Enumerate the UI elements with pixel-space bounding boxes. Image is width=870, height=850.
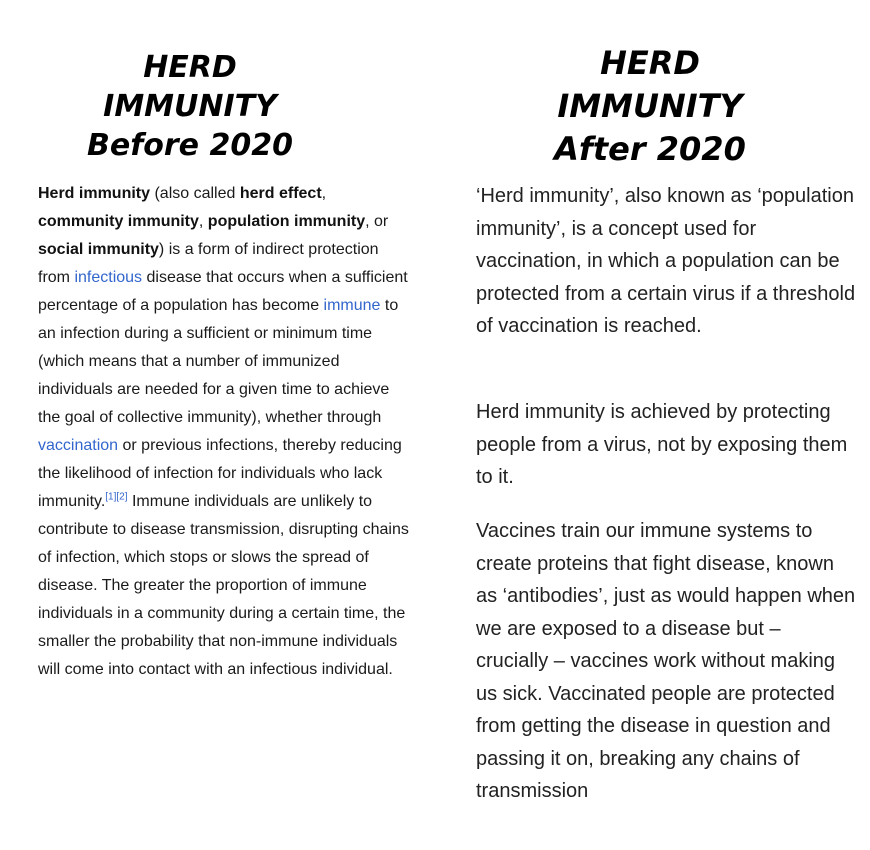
text-segment: or previous infections, thereby reducing the likelihood of infection for individuals who lack immunity.	[38, 437, 402, 510]
link-vaccination[interactable]: vaccination	[38, 437, 119, 454]
heading-line: After 2020	[554, 130, 746, 168]
heading-line: HERD	[600, 44, 700, 82]
text-segment: ,	[321, 185, 327, 202]
term-social-immunity: social immunity	[38, 241, 159, 258]
paragraph-vaccines: Vaccines train our immune systems to create proteins that fight disease, known as ‘antibodies’, just as would happen when we are exposed to a disease but – crucially – vaccines work without making us sick. Vaccinated people are protected from getting the disease in question and passing it on, breaking any chains of transmission	[476, 520, 856, 802]
citation-links[interactable]: [1][2]	[105, 491, 128, 503]
heading-line: IMMUNITY	[103, 89, 277, 124]
before-2020-heading	[0, 48, 380, 165]
text-segment: disease that occurs when a sufficient percentage of a population has become	[38, 269, 408, 314]
link-immune[interactable]: immune	[323, 297, 381, 314]
text-segment: ) is a form of indirect protection from	[38, 241, 379, 286]
term-population-immunity: population immunity	[207, 213, 366, 230]
term-herd-effect: herd effect	[239, 185, 322, 202]
heading-line: IMMUNITY	[557, 87, 743, 125]
text-segment: , or	[365, 213, 389, 230]
term-herd-immunity: Herd immunity	[38, 185, 151, 202]
heading-line: Before 2020	[87, 128, 293, 163]
heading-line: HERD	[143, 50, 237, 85]
paragraph-definition: ‘Herd immunity’, also known as ‘population immunity’, is a concept used for vaccination, in which a population can be protected from a certain virus if a threshold of vaccination is reached.	[476, 185, 856, 337]
text-segment: (also called	[150, 185, 240, 202]
text-segment: ,	[198, 213, 208, 230]
link-infectious[interactable]: infectious	[74, 269, 143, 286]
text-segment: Immune individuals are unlikely to contribute to disease transmission, disrupting chains of infection, which stops or slows the spread of disease. The greater the proportion of immune individuals in a community during a certain time, the smaller the probability that non-immune individuals will come into contact with an infectious individual.	[38, 493, 409, 678]
wikipedia-definition-text	[38, 180, 413, 684]
after-2020-heading	[440, 42, 860, 171]
text-segment: to an infection during a sufficient or minimum time (which means that a number of immunized individuals are needed for a given time to achieve the goal of collective immunity), whether through	[38, 297, 399, 426]
paragraph-achieved: Herd immunity is achieved by protecting people from a virus, not by exposing them to it.	[476, 401, 848, 488]
term-community-immunity: community immunity	[38, 213, 199, 230]
